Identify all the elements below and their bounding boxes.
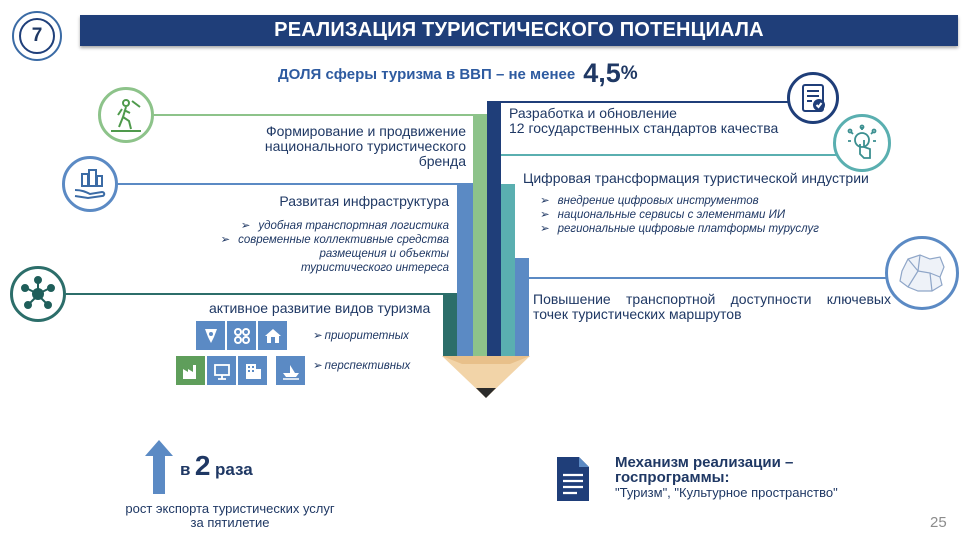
tile-water bbox=[276, 356, 305, 385]
gdp-share-value: 4,5 bbox=[583, 58, 621, 88]
export-growth bbox=[180, 450, 253, 482]
transport-icon-circle bbox=[885, 236, 959, 310]
line-transport bbox=[515, 277, 893, 279]
checklist-icon bbox=[797, 82, 829, 114]
gdp-share-subtitle bbox=[278, 58, 638, 89]
pencil-bar-blue-right bbox=[515, 258, 529, 357]
line-infra bbox=[110, 183, 473, 185]
brand-line-2: национального туристического bbox=[264, 138, 466, 154]
brand-line-1: Формирование и продвижение bbox=[266, 123, 466, 139]
mechanism-title-2: госпрограммы: bbox=[615, 469, 730, 486]
gdp-share-text: ДОЛЯ сферы туризма в ВВП – не менее bbox=[278, 66, 576, 83]
digital-icon-circle bbox=[833, 114, 891, 172]
export-prefix: в bbox=[180, 460, 191, 479]
transport-line-1: Повышение транспортной доступности ключевых bbox=[533, 291, 891, 307]
types-perspective: ➢ перспективных bbox=[313, 360, 411, 372]
line-digital bbox=[501, 154, 839, 156]
tile-business bbox=[238, 356, 267, 385]
infra-title: Развитая инфраструктура bbox=[279, 193, 449, 209]
pencil-bar-darkteal bbox=[443, 294, 457, 357]
factory-icon bbox=[181, 361, 201, 381]
standards-line-2: 12 государственных стандартов качества bbox=[509, 120, 779, 136]
document-icon bbox=[555, 455, 591, 503]
page-title: РЕАЛИЗАЦИЯ ТУРИСТИЧЕСКОГО ПОТЕНЦИАЛА bbox=[80, 15, 958, 46]
list-item: ➢ современные коллективные средства bbox=[220, 234, 449, 246]
pencil-bar-navy bbox=[487, 102, 501, 357]
list-item: ➢ внедрение цифровых инструментов bbox=[540, 195, 759, 207]
digital-title: Цифровая трансформация туристической индустрии bbox=[523, 170, 869, 186]
network-icon bbox=[20, 276, 56, 312]
line-brand bbox=[150, 114, 487, 116]
export-caption-line-2: за пятилетие bbox=[190, 515, 270, 530]
standards-line-1: Разработка и обновление bbox=[509, 105, 677, 121]
line-standards bbox=[487, 101, 793, 103]
export-suffix: раза bbox=[214, 460, 253, 479]
standards-text bbox=[509, 106, 799, 136]
tile-agro bbox=[227, 321, 256, 350]
types-priority: ➢ приоритетных bbox=[313, 330, 409, 342]
stage-icon bbox=[212, 361, 232, 381]
slide-number-badge bbox=[12, 11, 62, 61]
slide-number: 7 bbox=[19, 18, 55, 54]
digital-list bbox=[540, 194, 880, 236]
mechanism-programs: "Туризм", "Культурное пространство" bbox=[615, 485, 838, 500]
house-icon bbox=[263, 326, 283, 346]
pencil-tip bbox=[440, 356, 532, 400]
health-icon bbox=[201, 326, 221, 346]
pencil-bar-green bbox=[473, 116, 487, 357]
list-item: туристического интереса bbox=[300, 262, 449, 274]
mechanism-block bbox=[615, 455, 838, 501]
transport-text bbox=[533, 292, 891, 322]
export-caption bbox=[100, 502, 360, 530]
pencil-bar-teal bbox=[501, 184, 515, 357]
list-item: ➢ удобная транспортная логистика bbox=[240, 220, 449, 232]
export-caption-line-1: рост экспорта туристических услуг bbox=[125, 501, 335, 516]
tile-health bbox=[196, 321, 225, 350]
arrow-up-icon bbox=[145, 440, 173, 494]
page-number: 25 bbox=[930, 514, 947, 531]
infra-icon-circle bbox=[62, 156, 118, 212]
gdp-share-unit: % bbox=[620, 63, 638, 84]
touch-icon bbox=[843, 124, 881, 162]
tile-rural bbox=[258, 321, 287, 350]
list-item: ➢ национальные сервисы с элементами ИИ bbox=[540, 209, 786, 221]
map-icon bbox=[896, 251, 948, 295]
brand-text bbox=[200, 124, 466, 169]
transport-line-2: точек туристических маршрутов bbox=[533, 306, 742, 322]
list-item: ➢ региональные цифровые платформы туруслуг bbox=[540, 223, 819, 235]
list-item: размещения и объекты bbox=[319, 248, 449, 260]
office-icon bbox=[243, 361, 263, 381]
tile-industrial bbox=[176, 356, 205, 385]
line-types bbox=[66, 293, 457, 295]
brand-icon-circle bbox=[98, 87, 154, 143]
hand-city-icon bbox=[72, 166, 108, 202]
pencil-bar-blue-left bbox=[457, 184, 473, 357]
clover-icon bbox=[232, 326, 252, 346]
mechanism-title-1: Механизм реализации – bbox=[615, 454, 794, 471]
hiker-icon bbox=[108, 97, 144, 133]
types-icon-circle bbox=[10, 266, 66, 322]
types-title: активное развитие видов туризма bbox=[209, 300, 431, 316]
infra-list bbox=[140, 219, 449, 275]
brand-line-3: бренда bbox=[418, 153, 466, 169]
boat-icon bbox=[281, 361, 301, 381]
tile-event bbox=[207, 356, 236, 385]
export-value: 2 bbox=[194, 450, 211, 481]
